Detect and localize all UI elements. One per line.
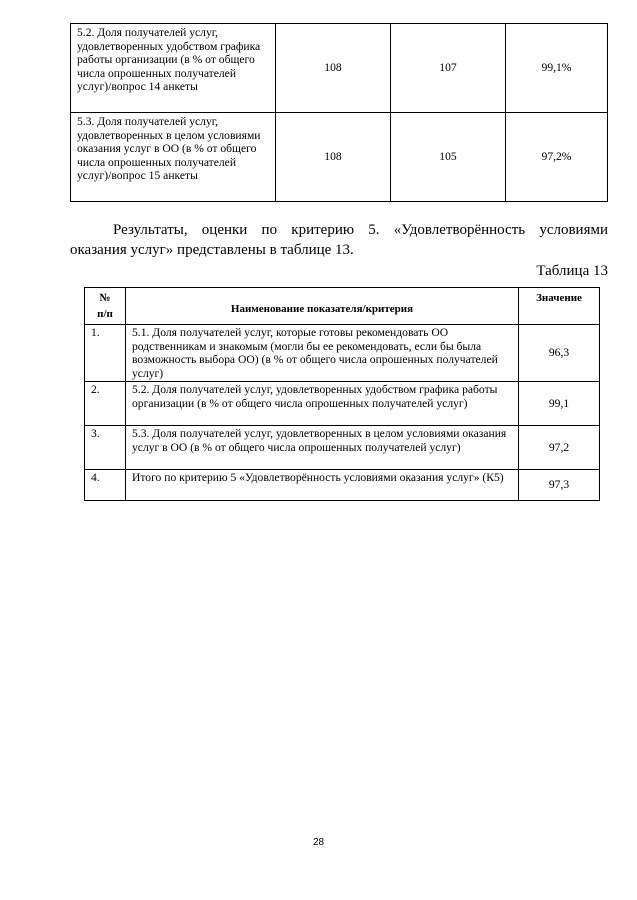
indicator-name-cell: 5.1. Доля получателей услуг, которые готовы рекомендовать ОО родственникам и знакомым (могли бы ее рекомендовать, если бы была возможность выбора ОО) (в % от общего числа опрошенных получателей услуг) xyxy=(126,325,519,382)
top-results-table xyxy=(70,23,608,202)
results-paragraph xyxy=(70,220,608,260)
table-row xyxy=(71,24,608,113)
table-row xyxy=(85,426,600,470)
table-row xyxy=(85,470,600,501)
number-header-line: № xyxy=(99,292,111,304)
paragraph-line: Результаты, оценки по критерию 5. «Удовлетворённость условиями xyxy=(113,222,608,238)
row-number-cell: 2. xyxy=(85,382,126,426)
indicator-name-cell: 5.3. Доля получателей услуг, удовлетворенных в целом условиями оказания услуг в ОО (в % от общего числа опрошенных получателей услуг) xyxy=(126,426,519,470)
indicator-name-cell: 5.2. Доля получателей услуг, удовлетворенных удобством графика работы организации (в % от общего числа опрошенных получателей услуг)/вопрос 14 анкеты xyxy=(71,24,276,113)
row-number-cell: 1. xyxy=(85,325,126,382)
respondents-satisfied-cell: 105 xyxy=(391,113,506,202)
indicator-name-cell: 5.2. Доля получателей услуг, удовлетворенных удобством графика работы организации (в % от общего числа опрошенных получателей услуг) xyxy=(126,382,519,426)
row-number-cell: 3. xyxy=(85,426,126,470)
table-row xyxy=(71,113,608,202)
value-column-header: Значение xyxy=(519,288,600,325)
percent-cell: 99,1% xyxy=(506,24,608,113)
value-cell: 96,3 xyxy=(519,325,600,382)
criterion-5-table xyxy=(84,287,600,501)
indicator-name-cell: 5.3. Доля получателей услуг, удовлетворенных в целом условиями оказания услуг в ОО (в % от общего числа опрошенных получателей услуг)/вопрос 15 анкеты xyxy=(71,113,276,202)
paragraph-line: оказания услуг» представлены в таблице 13. xyxy=(70,242,354,258)
percent-cell: 97,2% xyxy=(506,113,608,202)
respondents-satisfied-cell: 107 xyxy=(391,24,506,113)
name-column-header: Наименование показателя/критерия xyxy=(126,288,519,325)
indicator-name-cell: Итого по критерию 5 «Удовлетворённость условиями оказания услуг» (К5) xyxy=(126,470,519,501)
value-cell: 97,3 xyxy=(519,470,600,501)
table-row xyxy=(85,325,600,382)
number-column-header xyxy=(85,288,126,325)
number-header-line: п/п xyxy=(97,308,113,320)
value-cell: 99,1 xyxy=(519,382,600,426)
table-caption: Таблица 13 xyxy=(536,263,608,279)
page-number: 28 xyxy=(312,837,325,848)
table-header-row xyxy=(85,288,600,325)
respondents-total-cell: 108 xyxy=(276,113,391,202)
respondents-total-cell: 108 xyxy=(276,24,391,113)
table-row xyxy=(85,382,600,426)
row-number-cell: 4. xyxy=(85,470,126,501)
value-cell: 97,2 xyxy=(519,426,600,470)
